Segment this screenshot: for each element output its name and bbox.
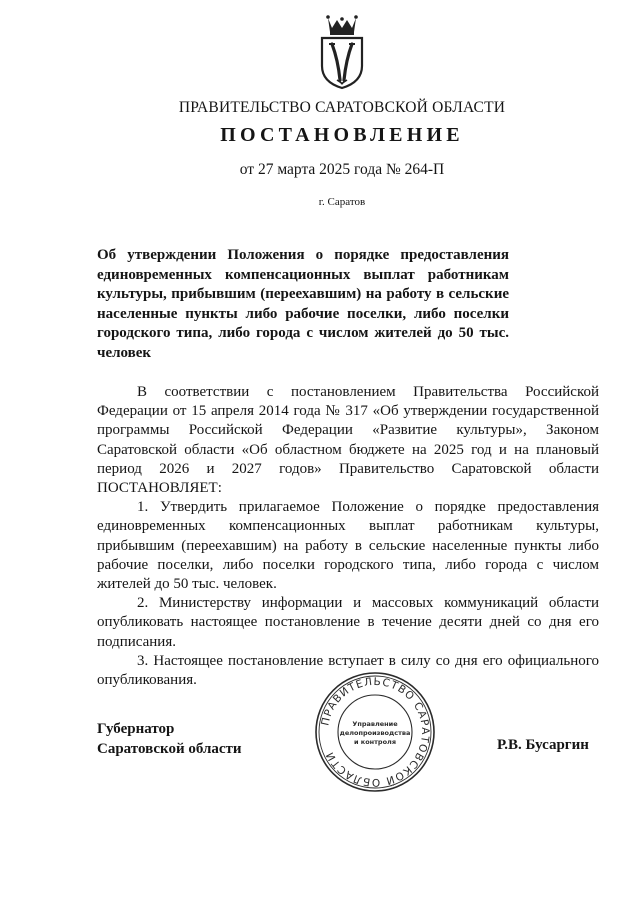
item-3-paragraph: 3. Настоящее постановление вступает в силу со дня его официального опубликования. <box>97 652 599 689</box>
signatory-position-line2: Саратовской области <box>97 741 242 757</box>
issue-city: г. Саратов <box>318 196 366 208</box>
resolution-heading: Об утверждении Положения о порядке предоставления единовременных компенсационных выплат работникам культуры, прибывшим (переехавшим) на работу в сельские населенные пункты либо рабочие поселки, либо поселки городского типа, либо города с числом жителей до 50 тыс. человек <box>97 247 509 361</box>
stamp-center-line2: делопроизводства <box>339 729 411 737</box>
preamble-paragraph: В соответствии с постановлением Правительства Российской Федерации от 15 апреля 2014 года № 317 «Об утверждении государственной программы Российской Федерации «Развитие культуры», Законом Саратовской области «Об областном бюджете на 2025 год и на плановый период 2026 и 2027 годов» Правительство Саратовской области ПОСТАНОВЛЯЕТ: <box>97 384 599 497</box>
item-1-paragraph: 1. Утвердить прилагаемое Положение о порядке предоставления единовременных компенсационных выплат работникам культуры, прибывшим (переехавшим) на работу в сельские населенные пункты либо рабочие поселки, либо поселки городского типа, либо города с числом жителей до 50 тыс. человек. <box>97 499 599 593</box>
signatory-name: Р.В. Бусаргин <box>497 737 589 753</box>
stamp-center-line3: и контроля <box>353 738 397 746</box>
signatory-position <box>97 719 242 759</box>
government-name: ПРАВИТЕЛЬСТВО САРАТОВСКОЙ ОБЛАСТИ <box>178 99 506 116</box>
signatory-position-line1: Губернатор <box>97 721 175 737</box>
document-type-title: ПОСТАНОВЛЕНИЕ <box>220 124 464 146</box>
stamp-ring-text: ПРАВИТЕЛЬСТВО САРАТОВСКОЙ ОБЛАСТИ <box>319 675 432 789</box>
coat-of-arms-icon <box>318 14 366 90</box>
resolution-body <box>97 383 599 690</box>
stamp-center-line1: Управление <box>352 720 398 728</box>
official-stamp-icon <box>313 670 437 794</box>
date-and-number: от 27 марта 2025 года № 264-П <box>239 161 445 178</box>
item-2-paragraph: 2. Министерству информации и массовых коммуникаций области опубликовать настоящее постановление в течение десяти дней со дня его подписания. <box>97 595 599 650</box>
